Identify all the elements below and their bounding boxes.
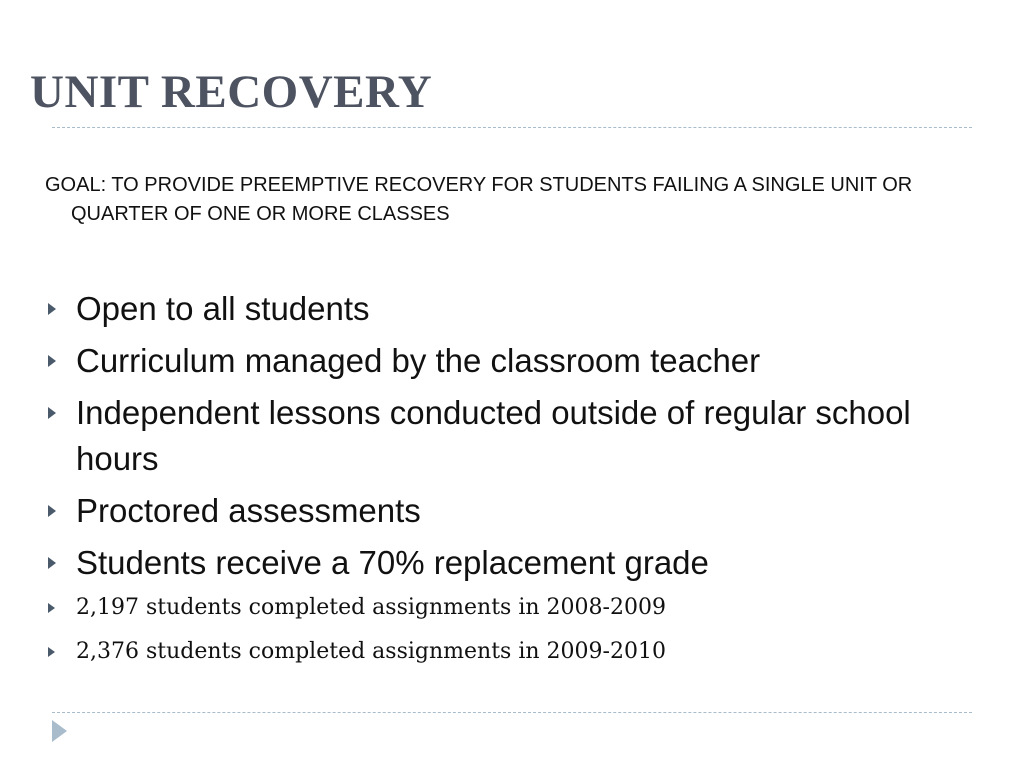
- bullet-item: [44, 592, 944, 624]
- bullet-item: [44, 286, 944, 332]
- bullet-item: [44, 540, 944, 586]
- bullet-text: Students receive a 70% replacement grade: [76, 544, 709, 581]
- title-divider: [52, 127, 972, 128]
- bullet-text: Open to all students: [76, 290, 370, 327]
- triangle-right-icon: [48, 603, 55, 613]
- bullet-item: [44, 636, 944, 668]
- next-slide-icon[interactable]: [52, 720, 67, 742]
- bullet-text: 2,197 students completed assignments in 2008-2009: [76, 595, 666, 620]
- triangle-right-icon: [48, 355, 56, 367]
- triangle-right-icon: [48, 407, 56, 419]
- bullet-text: Independent lessons conducted outside of regular school hours: [76, 394, 911, 477]
- bullet-text: 2,376 students completed assignments in 2009-2010: [76, 639, 666, 664]
- bullet-item: [44, 390, 944, 482]
- bullet-item: [44, 488, 944, 534]
- triangle-right-icon: [48, 303, 56, 315]
- bullet-text: Proctored assessments: [76, 492, 421, 529]
- bullet-list: [44, 286, 944, 680]
- bullet-item: [44, 338, 944, 384]
- footer-divider: [52, 712, 972, 713]
- triangle-right-icon: [48, 557, 56, 569]
- bullet-text: Curriculum managed by the classroom teacher: [76, 342, 761, 379]
- slide-title: UNIT RECOVERY: [30, 66, 433, 118]
- goal-statement: GOAL: TO PROVIDE PREEMPTIVE RECOVERY FOR STUDENTS FAILING A SINGLE UNIT OR QUARTER OF ONE OR MORE CLASSES: [45, 174, 913, 225]
- triangle-right-icon: [48, 505, 56, 517]
- triangle-right-icon: [48, 647, 55, 657]
